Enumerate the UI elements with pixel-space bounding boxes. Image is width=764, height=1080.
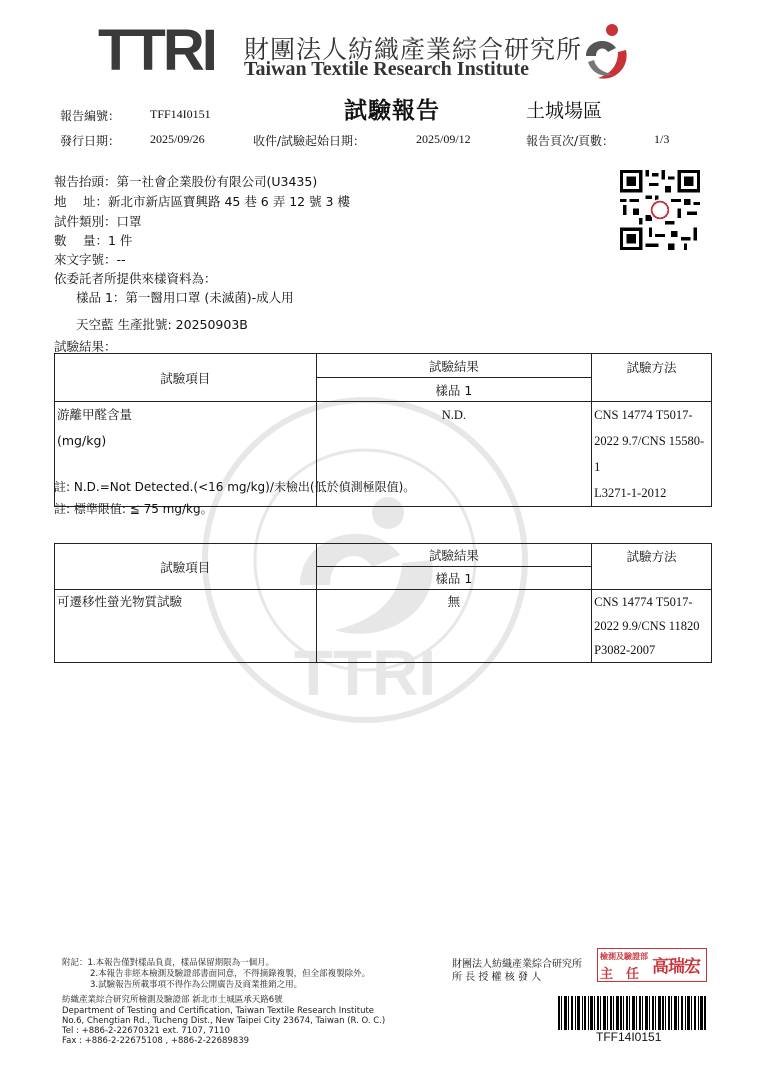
- svg-text:TTRI: TTRI: [293, 637, 437, 709]
- batch-number: 天空藍 生產批號: 20250903B: [76, 317, 248, 332]
- note-nd: 註: N.D.=Not Detected.(<16 mg/kg)/未檢出(低於偵測極限值)。: [54, 480, 416, 494]
- sample-description: 樣品 1：第一醫用口罩 (未滅菌)-成人用: [76, 290, 294, 305]
- ttri-logo-text: TTRI: [98, 18, 215, 83]
- reference-no-line: 來文字號：--: [54, 252, 126, 267]
- qr-code: [620, 170, 700, 250]
- test-result-value: N.D.: [316, 402, 592, 507]
- dept-fax: Fax : +886-2-22675108 , +886-2-22689839: [62, 1036, 250, 1046]
- col-test-result: 試驗結果: [316, 354, 592, 378]
- results-table-2: [54, 543, 712, 663]
- report-heading-line: 報告抬頭：第一社會企業股份有限公司(U3435): [54, 174, 318, 189]
- report-no-label: 報告編號：: [60, 109, 121, 123]
- signature-stamp: [597, 948, 707, 982]
- issue-date: 2025/09/26: [150, 132, 205, 146]
- test-method-cell: [592, 402, 712, 507]
- remark-1: 附記：1.本報告僅對樣品負責，樣品保留期限為一個月。: [62, 958, 275, 968]
- address-line: 地 址：新北市新店區寶興路 45 巷 6 弄 12 號 3 樓: [54, 194, 350, 209]
- test-result-value: 無: [316, 590, 592, 663]
- stamp-role: 主 任: [600, 967, 640, 982]
- report-title: 試驗報告: [344, 98, 440, 124]
- report-no: TFF14I0151: [150, 107, 211, 121]
- dept-name-en: Department of Testing and Certification, Taiwan Textile Research Institute: [62, 1006, 375, 1016]
- barcode-text: TFF14I0151: [596, 1030, 662, 1044]
- branch-name: 土城場區: [526, 100, 603, 122]
- ttri-emblem-icon: [578, 22, 634, 84]
- dept-address-zh: 紡織產業綜合研究所檢測及驗證部 新北市土城區承天路6號: [62, 995, 283, 1005]
- col-sample-1: 樣品 1: [316, 567, 592, 590]
- org-name-zh: 財團法人紡織產業綜合研究所: [244, 35, 583, 64]
- method-line: CNS 14774 T5017-: [594, 408, 693, 422]
- receive-date-label: 收件/試驗起始日期：: [253, 134, 366, 148]
- col-test-item: 試驗項目: [55, 544, 317, 590]
- stamp-name: 高瑞宏: [652, 957, 700, 977]
- test-item-name: 可遷移性螢光物質試驗: [55, 590, 317, 663]
- dept-address-en: No.6, Chengtian Rd., Tucheng Dist., New Taipei City 23674, Taiwan (R. O. C.): [62, 1016, 386, 1026]
- org-name-en: Taiwan Textile Research Institute: [244, 58, 530, 80]
- col-test-result: 試驗結果: [316, 544, 592, 567]
- provided-info-line: 依委託者所提供來樣資料為：: [54, 271, 217, 286]
- method-line: P3082-2007: [594, 643, 656, 657]
- quantity-line: 數 量：1 件: [54, 233, 133, 248]
- note-limit: 註: 標準限值: ≦ 75 mg/kg。: [54, 502, 213, 516]
- remark-3: 3.試驗報告所載事項不得作為公開廣告及商業推銷之用。: [90, 980, 303, 990]
- signer-org: 財團法人紡織產業綜合研究所: [452, 959, 582, 970]
- col-test-item: 試驗項目: [55, 354, 317, 402]
- page-number: 1/3: [654, 132, 670, 146]
- method-line: 2022 9.7/CNS 15580-1: [594, 434, 705, 474]
- col-test-method: 試驗方法: [592, 354, 712, 402]
- method-line: 2022 9.9/CNS 11820: [594, 619, 700, 633]
- table-row: [55, 590, 712, 663]
- page-label: 報告頁次/頁數：: [526, 134, 615, 148]
- remark-2: 2.本報告非經本檢測及驗證部書面同意，不得摘錄複製，但全部複製除外。: [90, 969, 371, 979]
- receive-date: 2025/09/12: [416, 132, 471, 146]
- test-item-unit: (mg/kg): [57, 433, 107, 448]
- sample-category-line: 試件類別：口罩: [54, 214, 142, 229]
- dept-tel: Tel : +886-2-22670321 ext. 7107, 7110: [62, 1026, 230, 1036]
- barcode: [558, 996, 706, 1030]
- signer-title: 所 長 授 權 核 發 人: [452, 972, 542, 983]
- col-test-method: 試驗方法: [592, 544, 712, 590]
- method-line: L3271-1-2012: [594, 486, 667, 500]
- stamp-dept: 檢測及驗證部: [600, 952, 648, 961]
- results-label: 試驗結果：: [54, 339, 117, 354]
- test-item-name: 游離甲醛含量: [57, 407, 133, 422]
- method-line: CNS 14774 T5017-: [594, 595, 693, 609]
- test-method-cell: [592, 590, 712, 663]
- col-sample-1: 樣品 1: [316, 378, 592, 402]
- issue-date-label: 發行日期：: [60, 134, 121, 148]
